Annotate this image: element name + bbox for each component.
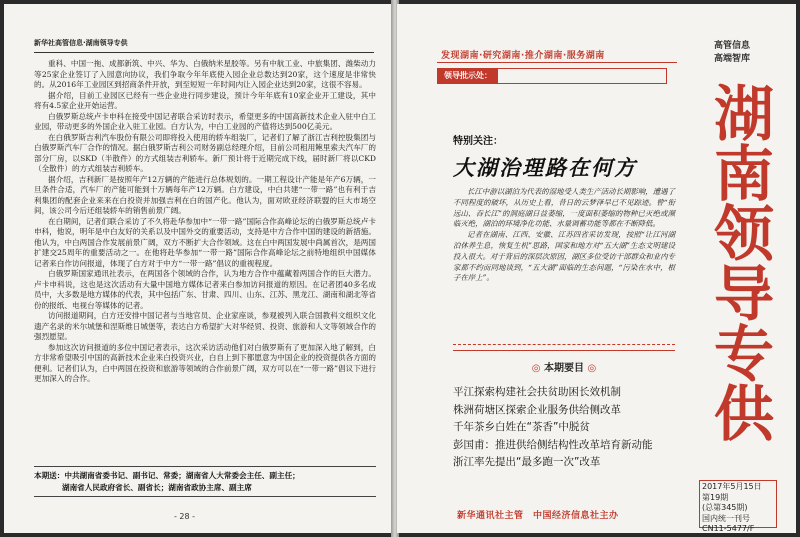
lead-text	[453, 187, 675, 284]
highlights-list	[453, 384, 683, 472]
page-number: - 28 -	[174, 512, 196, 521]
highlight-item: 株洲荷塘区探索企业服务供给侧改革	[453, 403, 621, 416]
issue-number: 第19期	[702, 492, 729, 502]
distribution-rule-top	[34, 466, 376, 467]
masthead-title: 湖南领导专供	[704, 82, 774, 442]
highlight-item: 千年茶乡白姓在“茶香”中脱贫	[453, 421, 590, 433]
lead-paragraph: 记者在湖南、江西、安徽、江苏四省采访发现，按照“让江河湖泊休养生息，恢复生机”思路，国家和地方对“五大湖”生态文明建设投入很大。对于背后的深层次原因，湖区多位受访干部群众和业内专家都不约而同地谈到，“五大湖”面临的生态问题，“污染在水中，根子在岸上”。	[453, 230, 675, 283]
highlight-item: 彭国甫：推进供给侧结构性改革培育新动能	[453, 438, 653, 451]
lead-paragraph: 长江中游以湖泊为代表的湿地受人类生产活动长期影响，遭遇了不同程度的破坏，从历史上看，昔日的云梦泽早已不见踪迹。曾“衔远山、吞长江”的洞庭湖日益萎缩，一度面积萎缩的物种已灭绝或濒临灭绝，湖泊的环境净化功能、水量调蓄功能等都在不断降低。	[453, 187, 675, 229]
review-label: 领导批示处：	[438, 69, 498, 83]
tag-line: 高端智库	[713, 54, 750, 64]
highlight-item: 浙江率先提出“最多跑一次”改革	[453, 456, 601, 468]
slogan-rule	[437, 62, 677, 63]
masthead-tags	[702, 40, 762, 66]
issue-date: 2017年5月15日	[702, 482, 762, 491]
diamond-icon: ◎	[587, 363, 597, 374]
issue-info	[702, 482, 774, 533]
article-paragraph: 据介绍，吉利新厂是按照年产12万辆的产能进行总体规划的。一期工程设计产能是年产6万辆，一旦条件合适，汽车厂的产能可能到十万辆每年产12万辆。白方建设，中白共建“一带一路”也有利于吉利集团的配套企业来来在白投资并加强吉利在白的国产化。他认为，面对欧亚经济联盟的巨大市场空间，该公司今后还组装轿车的销售前景广阔。	[34, 174, 376, 215]
cover-slogan: 发现湖南·研究湖南·推介湖南·服务湖南	[441, 51, 605, 61]
highlights-title	[502, 359, 626, 374]
article-paragraph: 访问报道期间，白方还安排中国记者与当地官员、企业家座谈，参观被列入联合国教科文组织文化遗产名录的米尔城堡和涅斯维日城堡等，表达白方希望扩大对华经贸、投资、旅游和人文等领域合作的强烈愿望。	[34, 311, 376, 341]
article-paragraph: 重科、中国一拖、成都新筑、中兴、华为、白俄纳米星胶等。另有中航工业、中旅集团、潍柴动力等25家企业签订了入园意向协议，我们争取今年年底使入园企业总数达到20家，这个速度是非常快的。从2016年工业园区到招商条件开放，到至短短一年时间内让入园企业达到20家，这很不容易。	[34, 59, 376, 89]
article-paragraph: 白俄罗斯国家通讯社表示，在两国各个领域的合作，认为地方合作中蕴藏着两国合作的巨大潜力。卢卡申科说，这也是这次活动有大量中国地方媒体记者来白参加访问报道的原因。在记者团40多名成员中，大多数是地方媒体的代表，其中包括广东、甘肃、四川、山东、江苏、黑龙江、湖南和湖北等省份的报纸、电视台等媒体的记者。	[34, 269, 376, 310]
issue-serial-label: 国内统一刊号	[702, 513, 750, 523]
article-paragraph: 参加这次访问报道的多位中国记者表示，这次采访活动他们对白俄罗斯有了更加深入地了解到，白方非常希望吸引中国的高新技术企业来白投资兴业，白自上到下都愿意为中国企业的投资提供各方面的便利。记者们认为，白中两国在投资和旅游等领域的合作前景广阔，双方可以在“一带一路”倡议下进行更加深入的合作。	[34, 342, 376, 383]
article-body	[34, 59, 376, 385]
publisher-footer: 新华通讯社主管 中国经济信息社主办	[457, 511, 619, 521]
article-paragraph: 在白期间，记者们联合采访了不久将赴华参加中“一带一路”国际合作高峰论坛的白俄罗斯总统卢卡申科，他说，明年是中白友好的关系以及中国外交的重要活动，支持是中方合作中国的建设的新措施。他认为，中白两国合作发展前景广阔，双方不断扩大合作领域。这在白中两国发展中尚属首次，是两国扩建交25周年的重要活动之一。在他将赴华参加“一带一路”国际合作高峰论坛之前特地组织中国媒体记者来白作访问报道，体现了白方对于中方“一带一路”倡议的重视程度。	[34, 216, 376, 268]
distribution-line: 湖南省人民政府省长、副省长；湖南省政协主席、副主席	[62, 483, 252, 492]
issue-total: (总第345期)	[702, 503, 748, 512]
highlights-title-text: 本期要目	[544, 363, 584, 374]
cover-page	[397, 4, 796, 533]
cover-headline: 大湖治理路在何方	[453, 156, 637, 180]
article-paragraph: 白俄罗斯总统卢卡申科在接受中国记者联合采访时表示，希望更多的中国高新技术企业入驻中白工业园，带动更多的外国企业入驻工业园。白方认为，中白工业园的产值将达到500亿美元。	[34, 111, 376, 131]
issue-serial: CN11-5477/F	[702, 524, 755, 533]
highlights-rule	[453, 350, 675, 351]
special-label: 特别关注：	[453, 136, 503, 147]
review-box	[437, 68, 667, 84]
highlight-item: 平江探索构建社会扶贫助困长效机制	[453, 386, 621, 398]
running-head: 新华社高管信息·湖南领导专供	[34, 39, 128, 47]
left-page	[4, 4, 393, 533]
diamond-icon: ◎	[531, 363, 541, 374]
highlights-rule-dashed	[453, 344, 675, 345]
distribution-note	[34, 470, 376, 494]
article-paragraph: 在白俄罗斯吉利汽车股份有限公司即将投入使用的轿车组装厂，记者们了解了浙江吉利控股集团与白俄罗斯汽车厂合作的情况。据白俄罗斯吉利公司财务副总经理介绍，目前公司租用鲍里索夫汽车厂的部分厂房，以SKD（半散件）的方式组装吉利轿车。新厂预计将于近期完成下线，届时新厂将以CKD（全散件）的方式组装吉利轿车。	[34, 132, 376, 173]
distribution-line: 本期送：中共湖南省委书记、副书记、常委；湖南省人大常委会主任、副主任；	[34, 471, 300, 480]
header-rule	[34, 52, 374, 53]
distribution-rule-bottom	[34, 496, 376, 497]
article-paragraph: 据介绍，目前工业园区已经有一些企业进行同步建设，预计今年年底有10家企业开工建设，其中将有4.5家企业开始运营。	[34, 90, 376, 110]
tag-line: 高管信息	[713, 41, 750, 51]
